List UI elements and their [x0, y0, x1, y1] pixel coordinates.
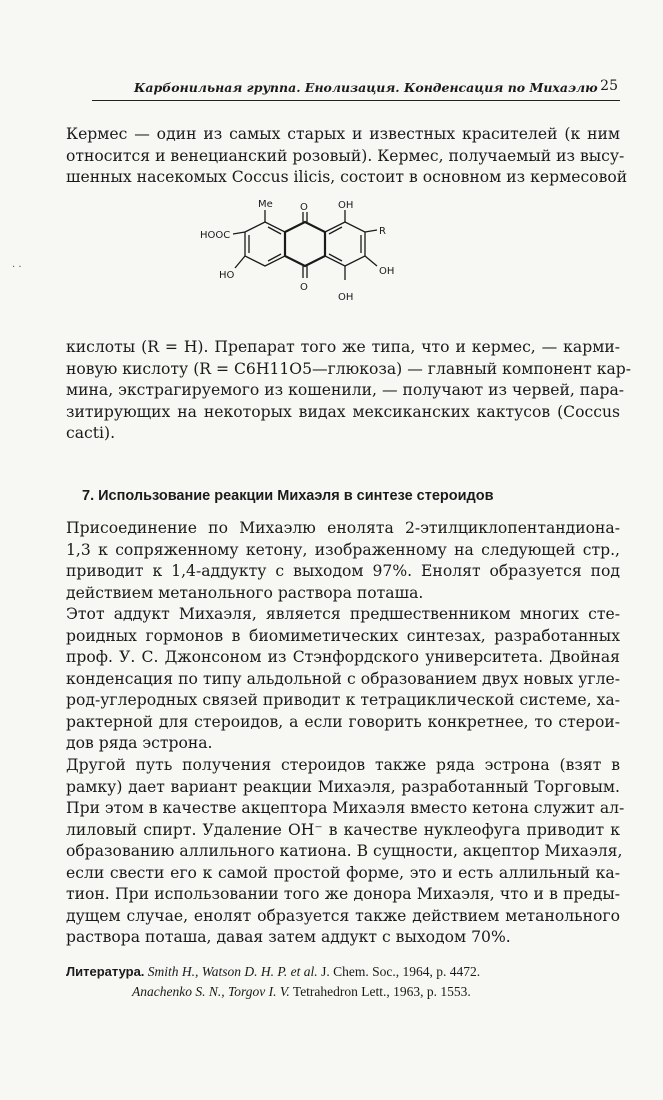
text-line: тион. При использовании того же донора Михаэля, что и в преды-: [66, 885, 620, 903]
text-line: cacti).: [66, 424, 116, 442]
carboxyl-label: HOOC: [200, 230, 231, 241]
text-line: образованию аллильного катиона. В сущности, акцептор Михаэля,: [66, 842, 623, 860]
intro-paragraph: [66, 124, 628, 189]
text-line: Присоединение по Михаэлю енолята 2-этилциклопентандиона-: [66, 519, 620, 537]
text-line: если свести его к самой простой форме, это и есть аллильный ка-: [66, 863, 620, 882]
hydroxyl-label-top: OH: [338, 200, 354, 211]
carbonyl-o-top: O: [300, 202, 308, 213]
section-heading: 7. Использование реакции Михаэля в синтезе стероидов: [82, 488, 494, 504]
text-line: дущем случае, енолят образуется также действием метанольного: [66, 906, 620, 925]
paragraph-michael-addition: [66, 518, 620, 604]
after-structure-paragraph: [66, 337, 632, 445]
text-line: Этот аддукт Михаэля, является предшественником многих сте-: [66, 605, 620, 623]
text-line: проф. У. С. Джонсоном из Стэнфордского университета. Двойная: [66, 648, 620, 666]
text-line: кислоты (R = H). Препарат того же типа, что и кермес, — карми-: [66, 338, 620, 356]
header-title: Карбонильная группа. Енолизация. Конденсация по Михаэлю: [134, 80, 598, 95]
scan-speck: · ·: [12, 262, 25, 273]
text-line: Другой путь получения стероидов также ряда эстрона (взят в: [66, 756, 620, 774]
reference-1: [66, 962, 626, 982]
hydroxyl-label-left: HO: [219, 270, 235, 281]
text-line: приводит к 1,4-аддукту с выходом 97%. Енолят образуется под: [66, 562, 620, 580]
text-line: роидных гормонов в биомиметических синтезах, разработанных: [66, 626, 620, 645]
text-line: рамку) дает вариант реакции Михаэля, разработанный Торговым.: [66, 777, 620, 796]
reference-source: J. Chem. Soc., 1964, p. 4472.: [321, 964, 481, 979]
reference-2: [66, 982, 626, 1002]
references: [66, 962, 626, 1002]
text-line: рактерной для стероидов, а если говорить конкретнее, то стерои-: [66, 712, 620, 731]
text-line: род-углеродных связей приводит к тетрациклической системе, ха-: [66, 691, 620, 709]
text-line: раствора поташа, давая затем аддукт с выходом 70%.: [66, 928, 511, 946]
text-line: действием метанольного раствора поташа.: [66, 583, 424, 602]
text-line: дов ряда эстрона.: [66, 734, 213, 752]
reference-source: Tetrahedron Lett., 1963, p. 1553.: [292, 984, 471, 999]
paragraph-johnson: [66, 604, 620, 755]
carbonyl-o-bottom: O: [300, 282, 308, 293]
paragraph-torgov: [66, 755, 625, 949]
text-line: шенных насекомых Coccus ilicis, состоит в основном из кермесовой: [66, 168, 628, 186]
text-line: мина, экстрагируемого из кошенили, — получают из червей, пара-: [66, 381, 625, 399]
text-line: зитирующих на некоторых видах мексиканских кактусов (Coccus: [66, 402, 620, 421]
text-line: Кермес — один из самых старых и известных красителей (к ним: [66, 125, 620, 143]
reference-authors: Smith H., Watson D. H. P. et al.: [147, 964, 318, 979]
text-line: При этом в качестве акцептора Михаэля вместо кетона служит ал-: [66, 799, 625, 817]
text-line: лиловый спирт. Удаление OH⁻ в качестве нуклеофуга приводит к: [66, 820, 620, 839]
text-line: новую кислоту (R = C6H11O5—глюкоза) — главный компонент кар-: [66, 359, 632, 378]
methyl-label: Me: [258, 199, 273, 210]
r-group-label: R: [379, 226, 386, 237]
running-header: [92, 78, 620, 101]
kermesic-acid-structure: [195, 196, 450, 316]
text-line: конденсация по типу альдольной с образованием двух новых угле-: [66, 669, 620, 688]
reference-authors: Anachenko S. N., Torgov I. V.: [132, 984, 290, 999]
page-number: 25: [600, 78, 618, 94]
text-line: относится и венецианский розовый). Кермес, получаемый из высу-: [66, 146, 625, 165]
hydroxyl-label-bottom: OH: [338, 292, 354, 303]
text-line: 1,3 к сопряженному кетону, изображенному на следующей стр.,: [66, 540, 620, 559]
hydroxyl-label-right: OH: [379, 266, 395, 277]
references-label: Литература.: [66, 964, 145, 979]
